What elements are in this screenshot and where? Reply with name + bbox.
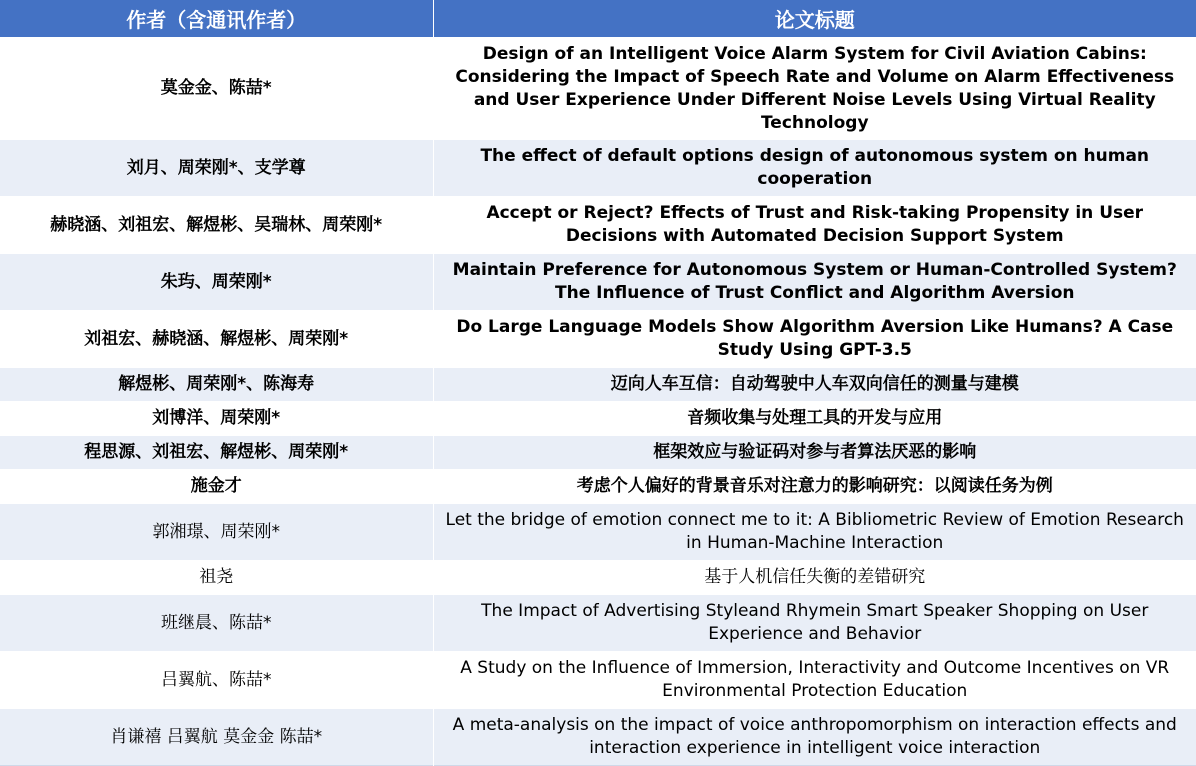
title-cell: Do Large Language Models Show Algorithm Aversion Like Humans? A Case Study Using GPT-3.5 <box>433 311 1196 368</box>
authors-cell: 班继晨、陈喆* <box>0 595 433 652</box>
table-row <box>0 254 1196 311</box>
authors-cell: 郭湘璟、周荣刚* <box>0 504 433 561</box>
title-cell: Maintain Preference for Autonomous System or Human-Controlled System? The Influence of Trust Conflict and Algorithm Aversion <box>433 254 1196 311</box>
authors-cell: 赫晓涵、刘祖宏、解煜彬、吴瑞林、周荣刚* <box>0 197 433 254</box>
title-cell: The Impact of Advertising Styleand Rhymein Smart Speaker Shopping on User Experience and Behavior <box>433 595 1196 652</box>
title-cell: Let the bridge of emotion connect me to it: A Bibliometric Review of Emotion Research in Human-Machine Interaction <box>433 504 1196 561</box>
table-row <box>0 140 1196 197</box>
authors-cell: 莫金金、陈喆* <box>0 38 433 140</box>
title-cell: 基于人机信任失衡的差错研究 <box>433 561 1196 595</box>
table-body <box>0 38 1196 766</box>
authors-cell: 刘博洋、周荣刚* <box>0 402 433 436</box>
header-row <box>0 0 1196 38</box>
table-row <box>0 436 1196 470</box>
authors-cell: 朱玙、周荣刚* <box>0 254 433 311</box>
title-column-header: 论文标题 <box>433 0 1196 38</box>
title-cell: A meta-analysis on the impact of voice anthropomorphism on interaction effects and interaction experience in intelligent voice interaction <box>433 709 1196 766</box>
table-row <box>0 311 1196 368</box>
authors-cell: 吕翼航、陈喆* <box>0 652 433 709</box>
table-row <box>0 470 1196 504</box>
title-cell: 音频收集与处理工具的开发与应用 <box>433 402 1196 436</box>
authors-cell: 程思源、刘祖宏、解煜彬、周荣刚* <box>0 436 433 470</box>
table-row <box>0 368 1196 402</box>
title-cell: 迈向人车互信：自动驾驶中人车双向信任的测量与建模 <box>433 368 1196 402</box>
table-row <box>0 38 1196 140</box>
title-cell: 框架效应与验证码对参与者算法厌恶的影响 <box>433 436 1196 470</box>
table-row <box>0 504 1196 561</box>
authors-column-header: 作者（含通讯作者） <box>0 0 433 38</box>
authors-cell: 施金才 <box>0 470 433 504</box>
title-cell: Accept or Reject? Effects of Trust and Risk-taking Propensity in User Decisions with Automated Decision Support System <box>433 197 1196 254</box>
title-cell: A Study on the Influence of Immersion, Interactivity and Outcome Incentives on VR Environmental Protection Education <box>433 652 1196 709</box>
table-row <box>0 402 1196 436</box>
title-cell: The effect of default options design of autonomous system on human cooperation <box>433 140 1196 197</box>
table-row <box>0 595 1196 652</box>
authors-cell: 解煜彬、周荣刚*、陈海寿 <box>0 368 433 402</box>
authors-cell: 肖谦禧 吕翼航 莫金金 陈喆* <box>0 709 433 766</box>
authors-cell: 刘祖宏、赫晓涵、解煜彬、周荣刚* <box>0 311 433 368</box>
table-row <box>0 652 1196 709</box>
table-row <box>0 561 1196 595</box>
table-row <box>0 197 1196 254</box>
title-cell: 考虑个人偏好的背景音乐对注意力的影响研究：以阅读任务为例 <box>433 470 1196 504</box>
table-header <box>0 0 1196 38</box>
authors-cell: 刘月、周荣刚*、支学尊 <box>0 140 433 197</box>
table-row <box>0 709 1196 766</box>
title-cell: Design of an Intelligent Voice Alarm System for Civil Aviation Cabins: Considering the Impact of Speech Rate and Volume on Alarm Effectiveness and User Experience Under Different Noise Levels Using Virtual Reality Technology <box>433 38 1196 140</box>
authors-cell: 祖尧 <box>0 561 433 595</box>
